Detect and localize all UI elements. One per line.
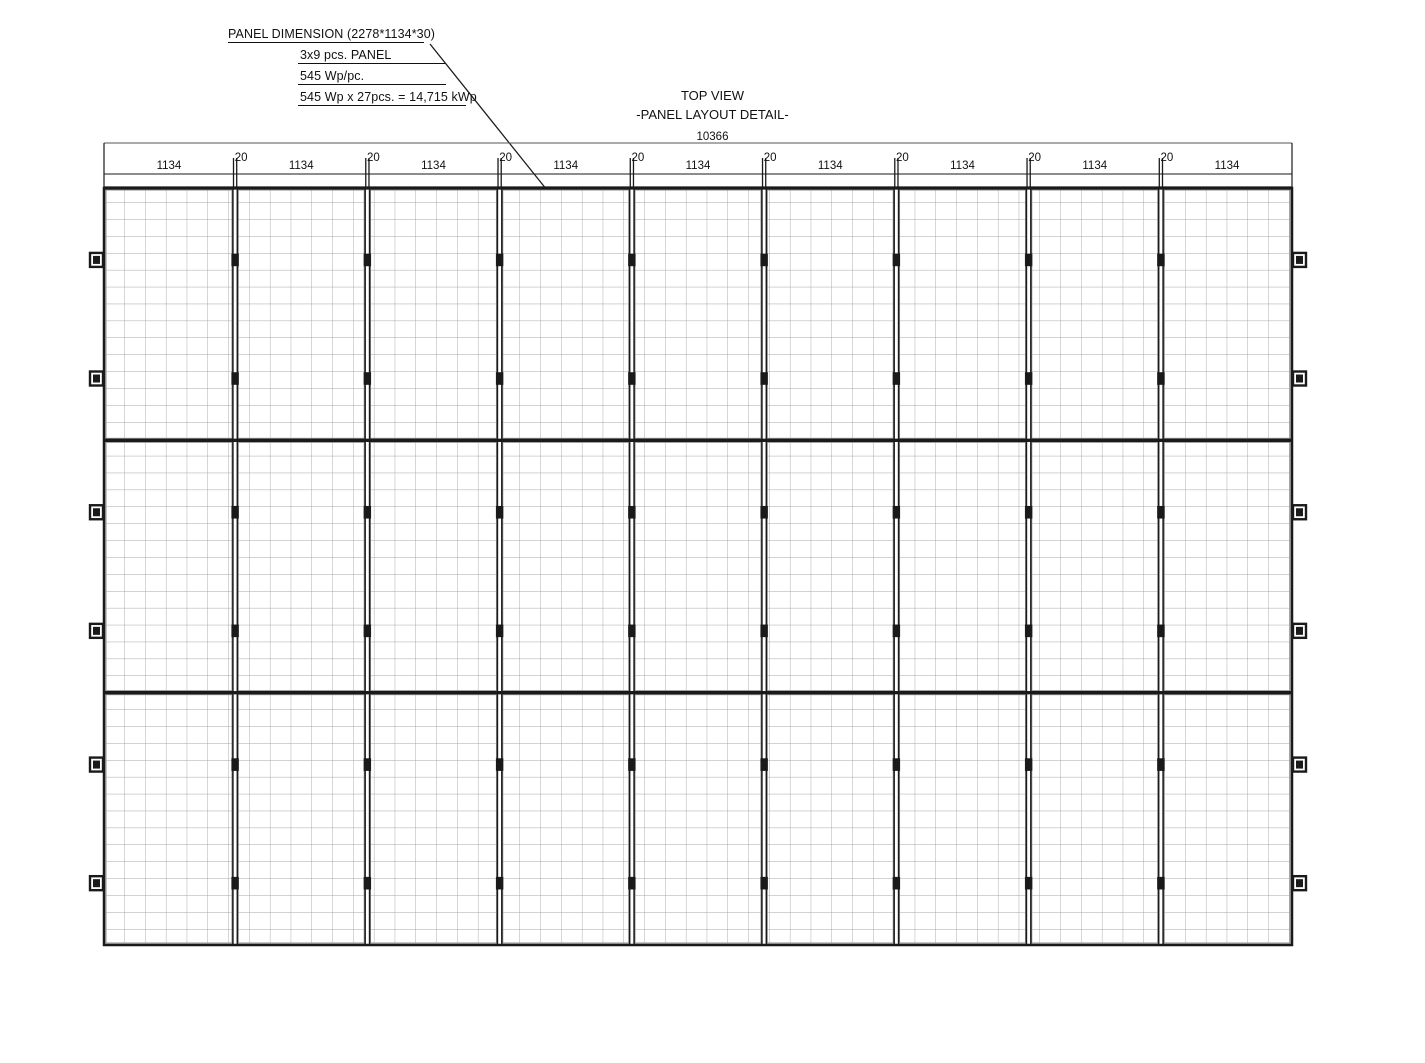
rail-clamp-marker (496, 877, 503, 889)
panel-cell-field (767, 190, 893, 438)
rail-clamp-marker (232, 877, 239, 889)
edge-bracket-right (1293, 758, 1306, 772)
edge-bracket-left (90, 505, 103, 519)
edge-bracket-left (90, 624, 103, 638)
rail-clamp-marker (893, 373, 900, 385)
panel-cell-field (635, 190, 761, 438)
rail-clamp-marker (1157, 254, 1164, 266)
edge-bracket-right (1293, 505, 1306, 519)
rail-clamp-marker (761, 877, 768, 889)
panel-cell-field (106, 695, 232, 943)
rail-clamp-marker (893, 625, 900, 637)
rail-clamp-marker (1025, 254, 1032, 266)
rail-clamp-marker (364, 625, 371, 637)
panel-cell-field (106, 442, 232, 690)
rail-clamp-marker (496, 625, 503, 637)
dimension-label-gap-width: 20 (234, 152, 248, 164)
panel-cell-field (238, 695, 364, 943)
rail-clamp-marker (628, 877, 635, 889)
panel-cell-field (767, 442, 893, 690)
array-body (90, 158, 1306, 945)
dimension-label-gap-width: 20 (895, 152, 909, 164)
edge-bracket-core (1296, 627, 1303, 635)
dimension-label-gap-width: 20 (1160, 152, 1174, 164)
rail-clamp-marker (1025, 506, 1032, 518)
rail-clamp-marker (364, 759, 371, 771)
rail-clamp-marker (1157, 373, 1164, 385)
edge-bracket-core (93, 375, 100, 383)
dimension-label-panel-width: 1134 (156, 160, 182, 172)
rail-clamp-marker (1025, 625, 1032, 637)
edge-bracket-right (1293, 372, 1306, 386)
rail-clamp-marker (1025, 877, 1032, 889)
rail-clamp-marker (1157, 625, 1164, 637)
panel-cell-field (371, 442, 497, 690)
edge-bracket-core (93, 256, 100, 264)
rail-clamp-marker (232, 759, 239, 771)
panel-cell-field (238, 442, 364, 690)
dimension-label-gap-width: 20 (631, 152, 645, 164)
note-text-total-capacity: 545 Wp x 27pcs. = 14,715 kWp (300, 90, 477, 104)
rail-clamp-marker (893, 254, 900, 266)
rail-clamp-marker (1025, 759, 1032, 771)
panel-cell-field (106, 190, 232, 438)
edge-bracket-right (1293, 624, 1306, 638)
rail-clamp-marker (761, 506, 768, 518)
panel-cell-field (503, 695, 629, 943)
rail-clamp-marker (364, 254, 371, 266)
edge-bracket-right (1293, 253, 1306, 267)
rail-clamp-marker (496, 373, 503, 385)
rail-clamp-marker (232, 625, 239, 637)
rail-clamp-marker (232, 373, 239, 385)
panel-cell-field (1032, 190, 1158, 438)
dimension-label-panel-width: 1134 (817, 160, 843, 172)
dimension-label-panel-width: 1134 (1214, 160, 1240, 172)
edge-bracket-core (1296, 761, 1303, 769)
edge-bracket-left (90, 372, 103, 386)
view-title-panel-layout-detail: -PANEL LAYOUT DETAIL- (636, 107, 789, 122)
edge-bracket-left (90, 758, 103, 772)
rail-clamp-marker (761, 625, 768, 637)
dimension-label-gap-width: 20 (1028, 152, 1042, 164)
view-title-top-view: TOP VIEW (680, 88, 745, 103)
edge-bracket-core (93, 627, 100, 635)
note-text-wattage-per-piece: 545 Wp/pc. (300, 69, 365, 83)
dimension-label-gap-width: 20 (366, 152, 380, 164)
panel-cell-field (900, 695, 1026, 943)
rail-clamp-marker (496, 254, 503, 266)
rail-clamp-marker (364, 373, 371, 385)
edge-bracket-core (1296, 879, 1303, 887)
panel-cell-field (503, 442, 629, 690)
panel-cell-field (767, 695, 893, 943)
rail-clamp-marker (761, 373, 768, 385)
rail-clamp-marker (232, 254, 239, 266)
dimension-label-panel-width: 1134 (421, 160, 446, 172)
rail-clamp-marker (893, 877, 900, 889)
rail-clamp-marker (1157, 877, 1164, 889)
rail-clamp-marker (761, 759, 768, 771)
dimension-label-panel-width: 1134 (288, 160, 314, 172)
dimension-label-gap-width: 20 (499, 152, 513, 164)
note-text-panel-count: 3x9 pcs. PANEL (300, 48, 392, 62)
edge-bracket-left (90, 876, 103, 890)
rail-clamp-marker (496, 506, 503, 518)
edge-bracket-left (90, 253, 103, 267)
rail-clamp-marker (628, 373, 635, 385)
panel-cell-field (900, 190, 1026, 438)
edge-bracket-core (1296, 375, 1303, 383)
rail-clamp-marker (893, 759, 900, 771)
note-text-panel-dimension: PANEL DIMENSION (2278*1134*30) (228, 27, 436, 41)
panel-cell-field (1032, 695, 1158, 943)
panel-cell-field (635, 442, 761, 690)
panel-cell-field (1164, 695, 1290, 943)
edge-bracket-core (93, 879, 100, 887)
edge-bracket-right (1293, 876, 1306, 890)
rail-clamp-marker (496, 759, 503, 771)
panel-cell-field (1032, 442, 1158, 690)
edge-bracket-core (93, 761, 100, 769)
rail-clamp-marker (761, 254, 768, 266)
rail-clamp-marker (893, 506, 900, 518)
rail-clamp-marker (628, 506, 635, 518)
edge-bracket-core (1296, 256, 1303, 264)
rail-clamp-marker (364, 506, 371, 518)
dimension-label-panel-width: 1134 (950, 160, 975, 172)
rail-clamp-marker (628, 625, 635, 637)
edge-bracket-core (1296, 508, 1303, 516)
rail-clamp-marker (1157, 759, 1164, 771)
rail-clamp-marker (628, 759, 635, 771)
dimension-label-panel-width: 1134 (1082, 160, 1108, 172)
rail-clamp-marker (364, 877, 371, 889)
rail-clamp-marker (628, 254, 635, 266)
panel-cell-field (503, 190, 629, 438)
panel-cell-field (635, 695, 761, 943)
dimension-label-panel-width: 1134 (685, 160, 711, 172)
panel-cell-field (1164, 442, 1290, 690)
rail-clamp-marker (232, 506, 239, 518)
panel-cell-field (1164, 190, 1290, 438)
rail-clamp-marker (1157, 506, 1164, 518)
rail-clamp-marker (1025, 373, 1032, 385)
edge-bracket-core (93, 508, 100, 516)
panel-cell-field (238, 190, 364, 438)
dimension-label-panel-width: 1134 (553, 160, 579, 172)
panel-cell-field (371, 695, 497, 943)
panel-cell-field (371, 190, 497, 438)
panel-cell-field (900, 442, 1026, 690)
dimension-label-gap-width: 20 (763, 152, 777, 164)
overall-width-dimension-label: 10366 (696, 131, 729, 143)
